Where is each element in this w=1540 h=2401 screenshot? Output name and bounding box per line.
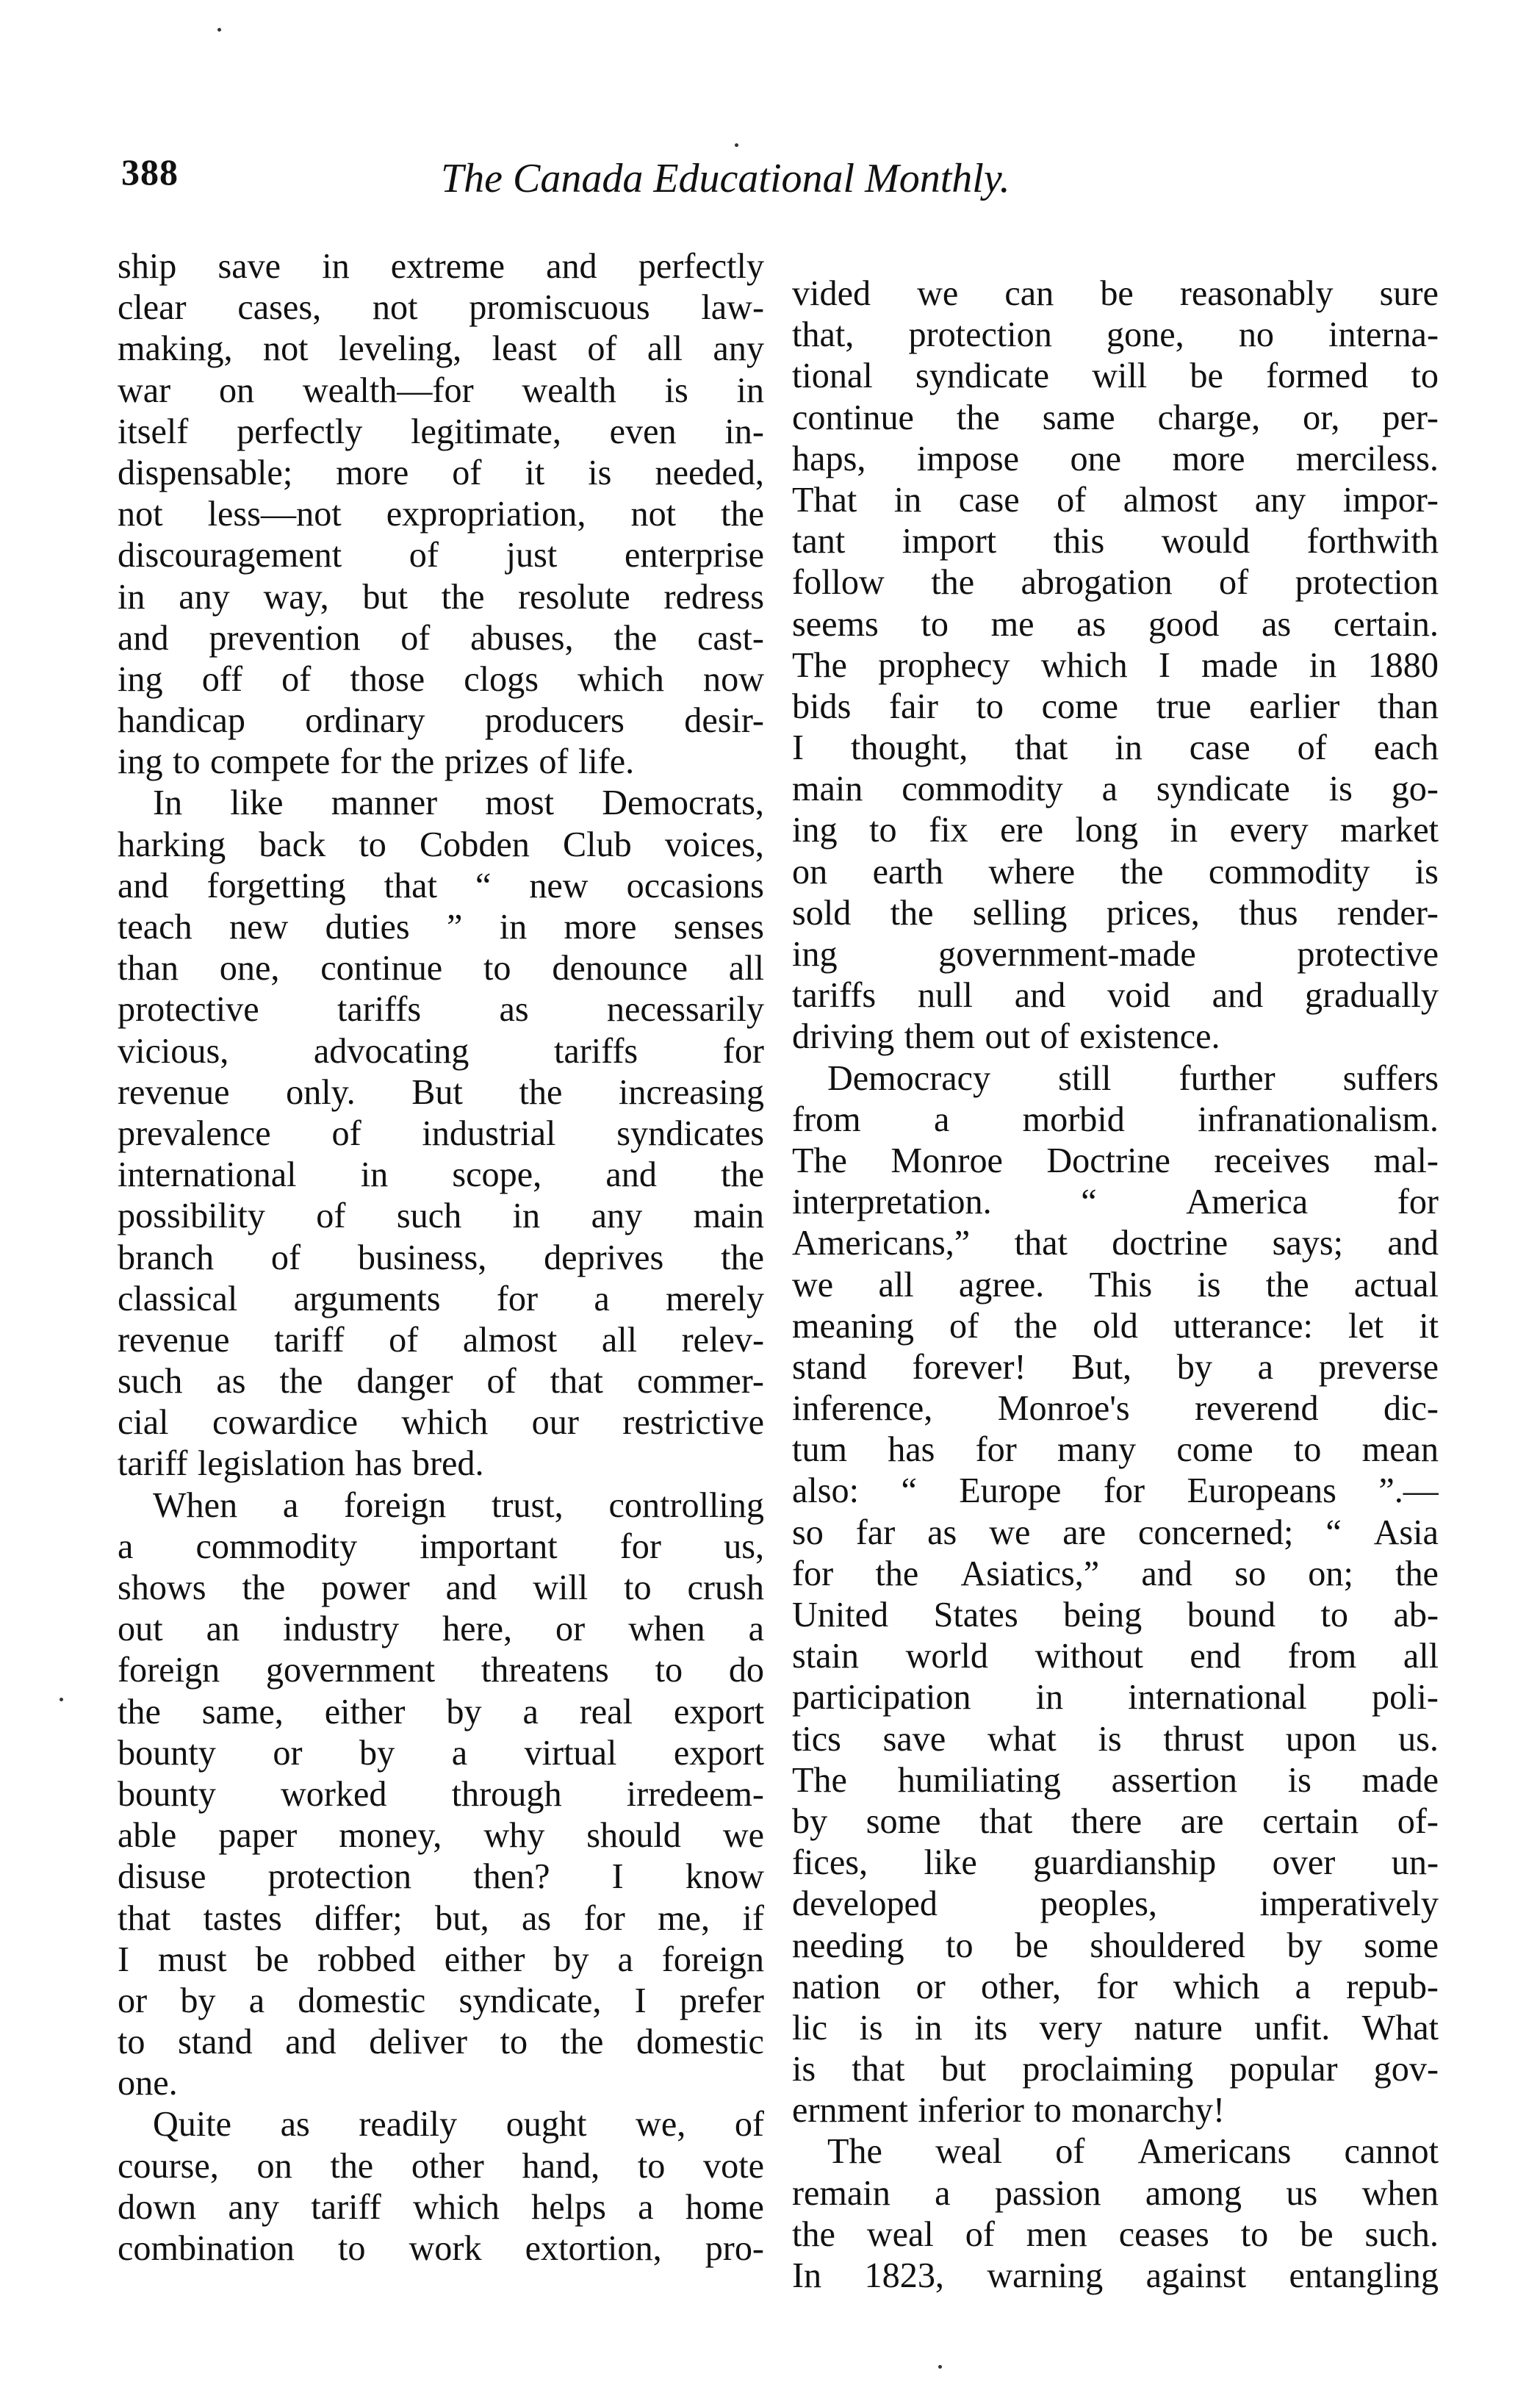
text-line: The Monroe Doctrine receives mal- [792,1141,1439,1180]
text-line: war on wealth—for wealth is in [118,370,764,410]
text-line: bounty worked through irredeem- [118,1774,764,1814]
text-line: revenue tariff of almost all relev- [118,1320,764,1360]
text-line: tional syndicate will be formed to [792,356,1439,396]
text-line: branch of business, deprives the [118,1238,764,1277]
print-speck [217,28,221,32]
running-head [121,151,1429,217]
text-line: tum has for many come to mean [792,1430,1439,1470]
text-line: a commodity important for us, [118,1526,764,1566]
journal-title: The Canada Educational Monthly. [441,156,1010,201]
text-line: bids fair to come true earlier than [792,686,1439,726]
text-line: protective tariffs as necessarily [118,990,764,1030]
text-line: stain world without end from all [792,1637,1439,1676]
text-line: ing off of those clogs which now [118,659,764,699]
text-line: from a morbid infranationalism. [792,1099,1439,1139]
text-line: ing government-made protective [792,935,1439,974]
text-line: Quite as readily ought we, of [153,2105,764,2145]
text-line: United States being bound to ab- [792,1596,1439,1634]
text-line: I must be robbed either by a foreign [118,1939,764,1979]
text-line: participation in international poli- [792,1678,1439,1718]
print-speck [60,1698,63,1701]
text-line: fices, like guardianship over un- [792,1843,1439,1883]
text-line: Americans,” that doctrine says; and [792,1224,1439,1263]
text-line: vided we can be reasonably sure [792,274,1439,313]
text-line: needing to be shouldered by some [792,1926,1439,1965]
text-line: one. [118,2064,178,2103]
text-line: that, protection gone, no interna- [792,315,1439,355]
text-line: also: “ Europe for Europeans ”.— [792,1471,1439,1511]
text-line: than one, continue to denounce all [118,949,764,988]
text-column-right [792,273,1439,2297]
text-line: possibility of such in any main [118,1196,764,1236]
text-line: is that but proclaiming popular gov- [792,2050,1439,2089]
text-line: ernment inferior to monarchy! [792,2091,1226,2131]
text-line: ship save in extreme and perfectly [118,247,764,286]
text-line: that tastes differ; but, as for me, if [118,1898,764,1938]
text-line: we all agree. This is the actual [792,1265,1439,1304]
text-line: such as the danger of that commer- [118,1362,764,1402]
print-speck [938,2365,942,2369]
text-line: shows the power and will to crush [118,1568,764,1607]
text-line: sold the selling prices, thus render- [792,893,1439,933]
text-line: stand forever! But, by a preverse [792,1347,1439,1387]
text-line: out an industry here, or when a [118,1609,764,1649]
text-line: or by a domestic syndicate, I prefer [118,1981,764,2020]
text-line: classical arguments for a merely [118,1279,764,1318]
text-line: vicious, advocating tariffs for [118,1031,764,1071]
text-line: prevalence of industrial syndicates [118,1113,764,1153]
text-line: the weal of men ceases to be such. [792,2214,1439,2254]
text-line: The humiliating assertion is made [792,1760,1439,1800]
text-line: dispensable; more of it is needed, [118,453,764,492]
text-line: bounty or by a virtual export [118,1733,764,1773]
text-line: clear cases, not promiscuous law- [118,288,764,328]
text-line: tariff legislation has bred. [118,1444,484,1484]
text-line: handicap ordinary producers desir- [118,701,764,741]
text-line: itself perfectly legitimate, even in- [118,412,764,451]
text-line: tariffs null and void and gradually [792,976,1439,1016]
text-line: to stand and deliver to the domestic [118,2023,764,2062]
text-line: foreign government threatens to do [118,1651,764,1690]
text-line: inference, Monroe's reverend dic- [792,1389,1439,1429]
text-line: In like manner most Democrats, [153,783,764,823]
text-line: disuse protection then? I know [118,1857,764,1897]
text-line: for the Asiatics,” and so on; the [792,1554,1439,1593]
text-line: follow the abrogation of protection [792,563,1439,603]
text-line: harking back to Cobden Club voices, [118,825,764,864]
text-line: course, on the other hand, to vote [118,2146,764,2186]
text-line: haps, impose one more merciless. [792,439,1439,478]
text-line: main commodity a syndicate is go- [792,769,1439,809]
text-line: by some that there are certain of- [792,1801,1439,1841]
text-line: international in scope, and the [118,1155,764,1195]
text-line: nation or other, for which a repub- [792,1967,1439,2006]
text-line: making, not leveling, least of all any [118,329,764,369]
text-line: remain a passion among us when [792,2173,1439,2213]
text-line: teach new duties ” in more senses [118,908,764,947]
text-line: able paper money, why should we [118,1816,764,1856]
text-line: I thought, that in case of each [792,728,1439,768]
text-line: The prophecy which I made in 1880 [792,645,1439,685]
text-line: In 1823, warning against entangling [792,2256,1439,2295]
text-line: on earth where the commodity is [792,852,1439,891]
text-column-left [118,246,764,2269]
print-speck [735,143,738,147]
text-line: and prevention of abuses, the cast- [118,618,764,658]
text-line: interpretation. “ America for [792,1182,1439,1222]
text-line: driving them out of existence. [792,1017,1220,1057]
text-line: ing to compete for the prizes of life. [118,742,635,782]
text-line: the same, either by a real export [118,1692,764,1731]
text-line: developed peoples, imperatively [792,1884,1439,1924]
text-line: continue the same charge, or, per- [792,398,1439,437]
text-line: tant import this would forthwith [792,522,1439,561]
text-line: discouragement of just enterprise [118,536,764,575]
text-line: Democracy still further suffers [827,1058,1439,1098]
text-line: down any tariff which helps a home [118,2187,764,2227]
text-line: combination to work extortion, pro- [118,2229,764,2268]
text-line: meaning of the old utterance: let it [792,1306,1439,1346]
page-number: 388 [121,151,179,193]
text-line: The weal of Americans cannot [827,2132,1439,2172]
text-line: When a foreign trust, controlling [153,1485,764,1525]
text-line: so far as we are concerned; “ Asia [792,1512,1439,1552]
text-line: not less—not expropriation, not the [118,495,764,534]
text-line: That in case of almost any impor- [792,480,1439,520]
text-line: lic is in its very nature unfit. What [792,2008,1439,2048]
text-line: ing to fix ere long in every market [792,811,1439,850]
text-line: and forgetting that “ new occasions [118,866,764,905]
text-line: revenue only. But the increasing [118,1072,764,1112]
text-line: cial cowardice which our restrictive [118,1403,764,1443]
text-line: tics save what is thrust upon us. [792,1719,1439,1759]
text-line: in any way, but the resolute redress [118,577,764,617]
text-line: seems to me as good as certain. [792,604,1439,644]
